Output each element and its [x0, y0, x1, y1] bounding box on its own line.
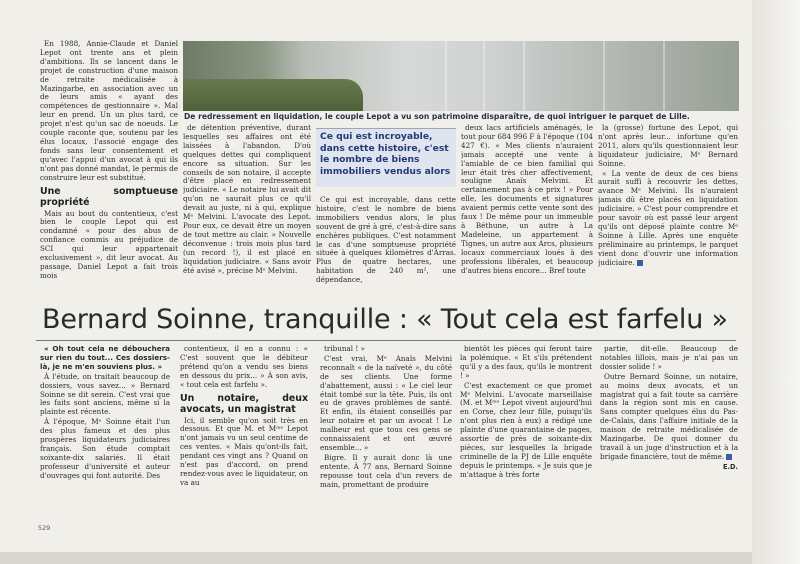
paragraph: bientôt les pièces qui feront taire la polémique. « Et s'ils prétendent qu'il y a des faux, qu'ils le montrent ! » — [460, 345, 592, 380]
paragraph: À l'étude, on traitait beaucoup de dossiers, vous savez... » Bernard Soinne se dit serein. C'est vrai que les faits sont anciens, même si la plainte est récente. — [40, 371, 170, 417]
paragraph: tribunal ! » — [324, 345, 365, 353]
paragraph: de détention préventive, durant lesquelles ses affaires ont été laissées à l'abandon. D'où quelques dettes qui compliquent encore sa situation. Sur les conseils de son notaire, il accepte d'être placé en redressement judiciaire. « Le notaire lui avait dit qu'on ne saurait plus ce qu'il devait au juste, ni à qui, explique Mᵉ Melvini. L'avocate des Lepot. Pour eux, ce devait être un moyen de tout mettre au clair. » Nouvelle déconvenue : trois mois plus tard (un record !), il est placé en liquidation judiciaire. « Sans avoir été avisé », précise Mᵉ Melvini. — [183, 124, 311, 275]
article-photo — [183, 41, 739, 111]
top-column-3 — [316, 196, 456, 302]
paragraph: C'est vrai, Mᵉ Anaïs Melvini reconnaît « de la naïveté », du côté de ses clients. Une forme d'abattement, aussi : « Le ciel leur était tombé sur la tête. Puis, ils ont eu de graves problèmes de santé. Et enfin, ils étaient conseillés par leur notaire et par un avocat ! Le malheur est que tous ces gens se connaissaient et ont œuvré ensemble... » — [320, 353, 452, 452]
bottom-column-2 — [180, 345, 308, 520]
paragraph: C'est exactement ce que promet Mᵉ Melvini. L'avocate marseillaise (M. et Mᵐᵉ Lepot vivent aujourd'hui en Corse, chez leur fille, puisqu'ils n'ont plus rien à eux) a rédigé une plainte d'une quarantaine de pages, assortie de près de soixante-dix pièces, sur lesquelles la brigade criminelle de la PJ de Lille enquête depuis le printemps. « Je suis que je m'attaque à très forte — [460, 380, 592, 479]
paragraph: partie, dit-elle. Beaucoup de notables lillois, mais je n'ai pas un dossier solide ! » — [600, 345, 738, 371]
photo-caption: De redressement en liquidation, le couple Lepot a vu son patrimoine disparaître, de quoi intriguer le parquet de Lille. — [184, 112, 690, 121]
lead-quote: « Oh tout cela ne débouchera sur rien du tout... Ces dossiers-là, je ne m'en souviens plus. » — [40, 345, 170, 371]
paragraph: En 1988, Annie-Claude et Daniel Lepot ont trente ans et plein d'ambitions. Ils se lancent dans le projet de construction d'une maison de retraite médicalisée à Mazingarbe, en association avec un de leurs amis « ayant des compétences de gestionnaire ». Mal leur en prend. Un un plus tard, ce projet n'est qu'un sac de noeuds. Le couple raconte que, soutenu par les élus locaux, l'associé engage des fonds sans leur consentement et qu'avec l'appui d'un avocat à qui ils n'ont pas donné mandat, le permis de construire leur est substitué. — [40, 40, 178, 182]
byline — [600, 463, 738, 472]
paragraph: la (grosse) fortune des Lepot, qui n'ont après leur... infortune qu'en 2011, alors qu'ils questionnaient leur liquidateur judiciaire, Mᵉ Bernard Soinne. — [598, 124, 738, 168]
page-number: 529 — [38, 524, 51, 532]
paragraph: deux lacs artificiels aménagés, le tout pour 684 996 F à l'époque (104 427 €). « Mes clients n'auraient jamais accepté une vente à l'amiable de ce bien familial qui leur était très cher affectivement, souligne Anaïs Melvini. Et certainement pas à ce prix ! » Pour elle, les documents et signatures avaient permis cette vente sont des faux ! De même pour un immeuble à Béthune, un autre à La Madeleine, un appartement à Tignes, un autre aux Arcs, plusieurs locaux commerciaux loués à des professions libérales, et beaucoup d'autres biens encore... Bref toute — [461, 124, 593, 275]
subheading: Une somptueuse propriété — [40, 185, 178, 208]
page-edge — [752, 0, 800, 564]
subheading: Un notaire, deux avocats, un magistrat — [180, 392, 308, 415]
end-mark-icon — [726, 454, 732, 460]
bottom-column-3 — [320, 345, 452, 520]
paragraph: contentieux, il en a connu : « C'est souvent que le débiteur prétend qu'on a vendu ses biens en dessous du prix... » À son avis, « tout cela est farfelu ». — [180, 345, 308, 389]
scan-margin — [0, 552, 752, 564]
top-column-5 — [598, 124, 738, 302]
paragraph: Mais au bout du contentieux, c'est bien le couple Lepot qui est condamné « pour des abus de confiance commis au préjudice de SCI qui leur appartenait exclusivement », dit leur avocat. Au passage, Daniel Lepot a fait trois mois — [40, 208, 178, 280]
paragraph: Outre Bernard Soinne, un notaire, au moins deux avocats, et un magistrat qui a fait toute sa carrière dans la région sont mis en cause. Sans compter quelques élus du Pas-de-Calais, dans l'affaire initiale de la maison de retraite médicalisée de Mazingarbe. De quoi donner du travail à un juge d'instruction et à la brigade financière, tout de même. — [600, 371, 738, 461]
paragraph: Bigre. Il y aurait donc là une entente. À 77 ans, Bernard Soinne repousse tout cela d'un revers de main, promettant de produire — [320, 452, 452, 489]
paragraph: À l'époque, Mᵉ Soinne était l'un des plus fameux et des plus prospères liquidateurs judiciaires français. Son étude comptait soixante-dix salariés. Il était professeur d'université et auteur d'ouvrages qui font autorité. Des — [40, 417, 170, 480]
bottom-column-5 — [600, 345, 738, 520]
headline: Bernard Soinne, tranquille : « Tout cela est farfelu » — [42, 304, 728, 335]
bottom-column-4 — [460, 345, 592, 520]
pull-quote — [316, 128, 456, 187]
pull-quote-text: Ce qui est incroyable, dans cette histoire, c'est le nombre de biens immobiliers vendus alors — [320, 131, 451, 177]
top-column-4 — [461, 124, 593, 302]
signature: E.D. — [723, 462, 738, 471]
paragraph: Ici, il semble qu'on soit très en dessous. Et que M. et Mᵐᵉ Lepot n'ont jamais vu un seul centime de ces ventes. « Mais qu'ont-ils fait, pendant ces vingt ans ? Quand on n'est pas d'accord, on prend rendez-vous avec le liquidateur, on va au — [180, 415, 308, 487]
top-column-2 — [183, 124, 311, 302]
photo-garden — [183, 79, 363, 111]
paragraph: « La vente de deux de ces biens aurait suffi à recouvrir les dettes, avance Mᵉ Melvini. Ils n'auraient jamais dû être placés en liquidation judiciaire. » C'est pour comprendre et pour savoir où est passé leur argent qu'ils ont déposé plainte contre Mᵉ Soinne à Lille. Après une enquête préliminaire au printemps, le parquet vient donc d'ouvrir une information judiciaire. — [598, 168, 738, 267]
divider — [36, 340, 736, 341]
end-mark-icon — [637, 260, 643, 266]
paragraph: Ce qui est incroyable, dans cette histoire, c'est le nombre de biens immobiliers vendus alors, le plus souvent de gré à gré, c'est-à-dire sans enchères publiques. C'est notamment le cas d'une somptueuse propriété située à quelques kilomètres d'Arras. Plus de quatre hectares, une habitation de 240 m², une dépendance, — [316, 196, 456, 285]
bottom-column-1 — [40, 345, 170, 520]
top-column-1 — [40, 40, 178, 302]
